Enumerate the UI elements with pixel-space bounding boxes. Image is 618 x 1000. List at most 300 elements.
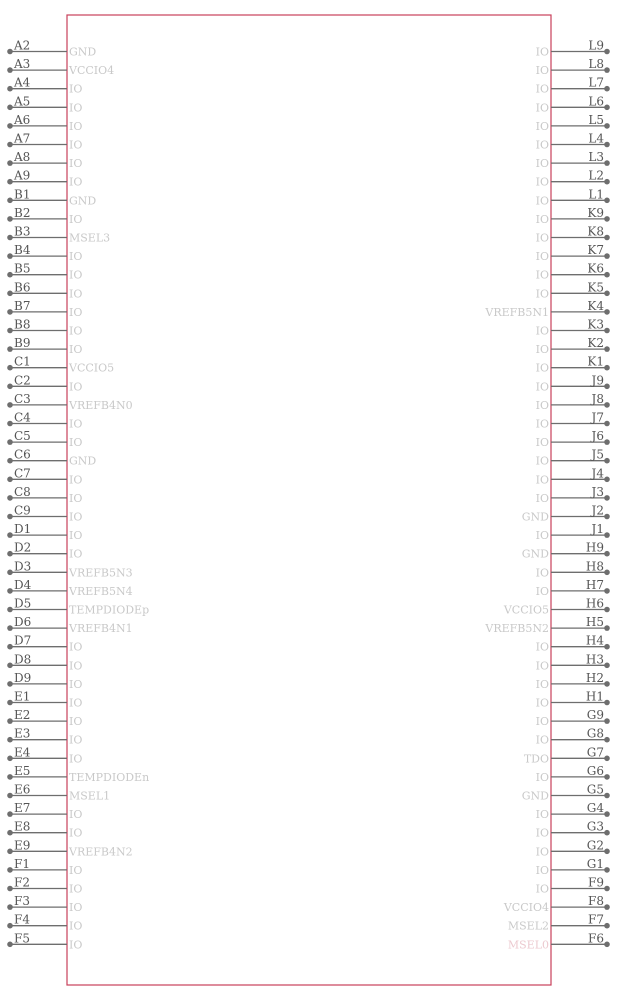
pin-number: A4	[14, 75, 31, 90]
pin-number: J2	[591, 503, 604, 518]
pin-name: IO	[535, 175, 549, 189]
pin-name: IO	[535, 268, 549, 282]
pin-endpoint-dot	[7, 644, 13, 650]
pin-name: IO	[535, 677, 549, 691]
pin-name: IO	[69, 212, 83, 226]
pin-number: G4	[586, 801, 604, 816]
pin-d1	[7, 522, 82, 542]
pin-number: C9	[14, 503, 31, 518]
pin-endpoint-dot	[604, 551, 610, 557]
pin-endpoint-dot	[604, 811, 610, 817]
pin-number: G2	[586, 838, 604, 853]
pin-endpoint-dot	[604, 588, 610, 594]
pin-number: G3	[586, 819, 604, 834]
pin-number: H7	[585, 577, 604, 592]
pin-endpoint-dot	[604, 756, 610, 762]
pin-b4	[7, 243, 82, 263]
pin-number: A3	[14, 57, 31, 72]
pin-number: J6	[591, 429, 604, 444]
pin-e2	[7, 708, 82, 728]
pin-endpoint-dot	[7, 86, 13, 92]
pin-name: TEMPDIODEp	[69, 603, 150, 617]
pin-number: B2	[14, 205, 31, 220]
pin-name: IO	[69, 882, 83, 896]
pin-a8	[7, 150, 82, 170]
pin-g6	[536, 764, 610, 784]
pin-endpoint-dot	[7, 532, 13, 538]
pin-number: C7	[14, 466, 31, 481]
pin-number: E9	[14, 838, 31, 853]
pin-c7	[7, 466, 82, 486]
pin-endpoint-dot	[604, 830, 610, 836]
pin-endpoint-dot	[604, 904, 610, 910]
pin-g4	[536, 801, 610, 821]
pin-name: IO	[535, 882, 549, 896]
pin-name: IO	[69, 640, 83, 654]
pin-endpoint-dot	[604, 86, 610, 92]
pin-k6	[536, 262, 610, 282]
pin-name: IO	[69, 919, 83, 933]
pin-name: IO	[535, 119, 549, 133]
pin-endpoint-dot	[604, 867, 610, 873]
pin-number: K2	[587, 336, 604, 351]
pin-name: IO	[535, 45, 549, 59]
pin-name: MSEL0	[507, 938, 549, 952]
pin-number: A5	[14, 94, 31, 109]
pin-g9	[536, 708, 610, 728]
pin-name: TEMPDIODEn	[69, 770, 150, 784]
pin-name: IO	[69, 715, 83, 729]
pin-name: IO	[535, 157, 549, 171]
pin-name: IO	[535, 808, 549, 822]
pin-f8	[503, 894, 610, 914]
pin-b5	[7, 262, 82, 282]
pin-endpoint-dot	[7, 384, 13, 390]
pin-endpoint-dot	[604, 607, 610, 613]
pin-endpoint-dot	[7, 365, 13, 371]
pin-l6	[536, 94, 610, 114]
pin-number: J7	[591, 410, 604, 425]
pin-endpoint-dot	[604, 774, 610, 780]
pin-name: IO	[69, 417, 83, 431]
pin-name: IO	[69, 324, 83, 338]
pin-name: IO	[535, 250, 549, 264]
pin-f7	[508, 913, 610, 933]
pin-name: IO	[535, 212, 549, 226]
pin-number: F8	[588, 894, 604, 909]
pin-name: IO	[535, 398, 549, 412]
pin-number: H5	[585, 615, 604, 630]
pin-name: IO	[535, 194, 549, 208]
pin-name: IO	[69, 138, 83, 152]
pin-endpoint-dot	[7, 904, 13, 910]
pin-name: VCCIO4	[503, 901, 549, 915]
pin-c8	[7, 485, 82, 505]
pin-number: D4	[14, 577, 32, 592]
pin-number: B8	[14, 317, 31, 332]
pin-endpoint-dot	[7, 253, 13, 259]
pin-number: J3	[591, 484, 604, 499]
pin-number: C3	[14, 391, 31, 406]
pin-endpoint-dot	[7, 737, 13, 743]
pin-endpoint-dot	[604, 179, 610, 185]
pin-name: VREFB4N0	[69, 398, 133, 412]
pin-name: IO	[535, 640, 549, 654]
pin-endpoint-dot	[7, 811, 13, 817]
pin-number: B7	[14, 298, 31, 313]
pin-endpoint-dot	[604, 198, 610, 204]
pin-number: E7	[14, 801, 31, 816]
pin-endpoint-dot	[7, 625, 13, 631]
pin-name: IO	[69, 677, 83, 691]
pin-name: IO	[535, 659, 549, 673]
pin-number: F3	[14, 894, 30, 909]
pin-number: K3	[587, 317, 604, 332]
pin-g7	[524, 745, 610, 765]
pin-name: IO	[69, 547, 83, 561]
pin-endpoint-dot	[604, 402, 610, 408]
pin-endpoint-dot	[7, 886, 13, 892]
pin-endpoint-dot	[604, 700, 610, 706]
pin-c2	[7, 373, 82, 393]
pin-name: IO	[69, 305, 83, 319]
pin-name: IO	[535, 138, 549, 152]
pin-number: C6	[14, 447, 31, 462]
pin-e8	[7, 820, 82, 840]
pin-g2	[536, 838, 610, 858]
pin-number: K6	[587, 261, 604, 276]
pin-number: E3	[14, 726, 31, 741]
pin-b8	[7, 318, 82, 338]
pin-endpoint-dot	[604, 160, 610, 166]
pin-l5	[536, 113, 610, 133]
pin-j4	[536, 466, 610, 486]
pin-e3	[7, 727, 82, 747]
pin-number: K8	[587, 224, 604, 239]
pin-endpoint-dot	[7, 588, 13, 594]
pin-name: GND	[521, 789, 549, 803]
pin-name: IO	[69, 343, 83, 357]
pin-k1	[536, 355, 610, 375]
pin-number: C8	[14, 484, 31, 499]
pin-number: A6	[14, 112, 31, 127]
pin-k3	[536, 318, 610, 338]
pin-number: G8	[586, 726, 604, 741]
pin-number: J5	[591, 447, 604, 462]
pin-name: GND	[69, 454, 97, 468]
pin-name: IO	[535, 361, 549, 375]
pin-number: F4	[14, 912, 30, 927]
pin-number: B4	[14, 243, 31, 258]
pin-c4	[7, 411, 82, 431]
pin-number: L2	[588, 168, 604, 183]
pin-name: IO	[535, 380, 549, 394]
pin-a7	[7, 132, 82, 152]
pin-number: L7	[588, 75, 604, 90]
pin-h4	[536, 634, 610, 654]
pin-h5	[484, 615, 609, 635]
pin-endpoint-dot	[604, 309, 610, 315]
pin-number: D9	[14, 670, 32, 685]
pin-a9	[7, 169, 82, 189]
pin-l2	[536, 169, 610, 189]
pin-d8	[7, 652, 82, 672]
pin-number: K5	[587, 280, 604, 295]
pin-name: IO	[535, 454, 549, 468]
pin-number: B6	[14, 280, 31, 295]
pin-name: VCCIO5	[503, 603, 549, 617]
pin-k4	[484, 299, 609, 319]
pin-name: IO	[69, 733, 83, 747]
pin-endpoint-dot	[7, 867, 13, 873]
pin-number: E4	[14, 745, 31, 760]
pin-h9	[522, 541, 610, 561]
pin-b7	[7, 299, 82, 319]
pin-d3	[7, 559, 132, 579]
pin-name: VREFB5N2	[485, 622, 549, 636]
pin-number: E5	[14, 763, 31, 778]
right-pin-group	[484, 39, 609, 952]
pin-name: IO	[535, 436, 549, 450]
pin-j3	[536, 485, 610, 505]
pin-name: VREFB5N4	[69, 584, 133, 598]
pin-name: VREFB4N1	[69, 622, 133, 636]
pin-name: MSEL2	[507, 919, 549, 933]
pin-number: B9	[14, 336, 31, 351]
pin-l3	[536, 150, 610, 170]
pin-number: L1	[588, 187, 604, 202]
pin-name: IO	[535, 529, 549, 543]
pin-endpoint-dot	[604, 253, 610, 259]
pin-name: IO	[69, 696, 83, 710]
pin-endpoint-dot	[7, 272, 13, 278]
pin-name: IO	[69, 287, 83, 301]
pin-name: IO	[535, 733, 549, 747]
pin-endpoint-dot	[604, 737, 610, 743]
pin-e5	[7, 764, 149, 784]
pin-endpoint-dot	[604, 514, 610, 520]
pin-name: IO	[69, 938, 83, 952]
pin-name: VREFB5N1	[485, 305, 549, 319]
pin-endpoint-dot	[604, 439, 610, 445]
pin-j9	[536, 373, 610, 393]
pin-endpoint-dot	[7, 942, 13, 948]
pin-number: D2	[14, 540, 32, 555]
pin-endpoint-dot	[7, 123, 13, 129]
pin-name: IO	[535, 64, 549, 78]
pin-endpoint-dot	[604, 644, 610, 650]
pin-number: A7	[14, 131, 31, 146]
pin-a6	[7, 113, 82, 133]
pin-f9	[536, 876, 610, 896]
pin-g8	[536, 727, 610, 747]
pin-endpoint-dot	[604, 458, 610, 464]
pin-endpoint-dot	[7, 216, 13, 222]
pin-number: L5	[588, 112, 604, 127]
pin-endpoint-dot	[7, 514, 13, 520]
pin-number: G5	[586, 782, 604, 797]
pin-endpoint-dot	[604, 570, 610, 576]
pin-name: IO	[535, 770, 549, 784]
pin-number: K9	[587, 205, 604, 220]
pin-c3	[7, 392, 132, 412]
pin-name: IO	[535, 826, 549, 840]
pin-j5	[536, 448, 610, 468]
pin-number: E8	[14, 819, 31, 834]
pin-j8	[536, 392, 610, 412]
pin-number: H4	[585, 633, 604, 648]
pin-number: K7	[587, 243, 604, 258]
ic-body-outline	[67, 15, 551, 985]
pin-name: IO	[69, 529, 83, 543]
pin-endpoint-dot	[7, 328, 13, 334]
pin-endpoint-dot	[7, 179, 13, 185]
pin-c1	[7, 355, 114, 375]
pin-name: IO	[69, 268, 83, 282]
pin-e7	[7, 801, 82, 821]
pin-name: IO	[69, 826, 83, 840]
pin-number: K1	[587, 354, 604, 369]
pin-endpoint-dot	[7, 793, 13, 799]
pin-name: IO	[535, 845, 549, 859]
pin-h6	[503, 597, 610, 617]
pin-endpoint-dot	[7, 421, 13, 427]
pin-k9	[536, 206, 610, 226]
pin-number: L6	[588, 94, 604, 109]
pin-number: B1	[14, 187, 31, 202]
pin-name: IO	[535, 566, 549, 580]
pin-name: IO	[535, 696, 549, 710]
pin-number: G1	[586, 856, 604, 871]
pin-endpoint-dot	[7, 198, 13, 204]
pin-endpoint-dot	[604, 495, 610, 501]
pin-number: D8	[14, 652, 32, 667]
pin-endpoint-dot	[7, 570, 13, 576]
pin-l4	[536, 132, 610, 152]
pin-name: GND	[521, 510, 549, 524]
pin-endpoint-dot	[7, 477, 13, 483]
pin-name: IO	[69, 157, 83, 171]
pin-endpoint-dot	[7, 67, 13, 73]
pin-name: IO	[69, 510, 83, 524]
pin-a3	[7, 57, 114, 77]
pin-endpoint-dot	[7, 458, 13, 464]
pin-endpoint-dot	[604, 346, 610, 352]
pin-j2	[522, 504, 610, 524]
pin-number: D6	[14, 615, 32, 630]
pin-number: H1	[585, 689, 604, 704]
pin-name: IO	[535, 324, 549, 338]
pin-endpoint-dot	[604, 291, 610, 297]
pin-name: IO	[69, 250, 83, 264]
pin-endpoint-dot	[604, 67, 610, 73]
pin-endpoint-dot	[7, 346, 13, 352]
pin-name: VCCIO5	[69, 361, 115, 375]
pin-b2	[7, 206, 82, 226]
pin-name: IO	[69, 491, 83, 505]
pin-f4	[7, 913, 82, 933]
pin-j1	[536, 522, 610, 542]
pin-name: IO	[69, 808, 83, 822]
pin-endpoint-dot	[604, 49, 610, 55]
pin-name: IO	[69, 175, 83, 189]
pin-h2	[536, 671, 610, 691]
pin-k7	[536, 243, 610, 263]
pin-name: IO	[535, 287, 549, 301]
pin-number: F7	[588, 912, 604, 927]
pin-endpoint-dot	[604, 123, 610, 129]
pin-number: C2	[14, 373, 31, 388]
pin-endpoint-dot	[604, 105, 610, 111]
pin-c5	[7, 429, 82, 449]
pin-endpoint-dot	[604, 923, 610, 929]
pin-e9	[7, 838, 132, 858]
pin-name: TDO	[523, 752, 549, 766]
pin-endpoint-dot	[7, 756, 13, 762]
pin-name: IO	[535, 343, 549, 357]
pin-endpoint-dot	[604, 384, 610, 390]
pin-number: F9	[588, 875, 604, 890]
pin-name: IO	[69, 82, 83, 96]
pin-endpoint-dot	[604, 421, 610, 427]
pin-name: IO	[535, 231, 549, 245]
pin-endpoint-dot	[7, 291, 13, 297]
pin-number: K4	[587, 298, 604, 313]
pin-f2	[7, 876, 82, 896]
pin-endpoint-dot	[7, 607, 13, 613]
pin-f3	[7, 894, 82, 914]
pin-name: IO	[69, 119, 83, 133]
pin-g3	[536, 820, 610, 840]
pin-g1	[536, 857, 610, 877]
pin-name: IO	[535, 584, 549, 598]
pin-endpoint-dot	[7, 235, 13, 241]
pin-name: IO	[69, 101, 83, 115]
pin-name: IO	[69, 659, 83, 673]
pin-endpoint-dot	[604, 272, 610, 278]
pin-number: L9	[588, 38, 604, 53]
pin-endpoint-dot	[604, 718, 610, 724]
pin-endpoint-dot	[604, 532, 610, 538]
pin-number: H2	[585, 670, 604, 685]
pin-d9	[7, 671, 82, 691]
pin-e6	[7, 783, 110, 803]
pin-l7	[536, 76, 610, 96]
pin-endpoint-dot	[604, 663, 610, 669]
pin-endpoint-dot	[7, 774, 13, 780]
pin-name: IO	[69, 473, 83, 487]
pin-endpoint-dot	[604, 235, 610, 241]
pin-name: GND	[521, 547, 549, 561]
pin-name: IO	[69, 863, 83, 877]
pin-number: F1	[14, 856, 30, 871]
pin-endpoint-dot	[7, 495, 13, 501]
pin-number: F5	[14, 931, 30, 946]
pin-d2	[7, 541, 82, 561]
pin-number: C1	[14, 354, 31, 369]
pin-number: L8	[588, 57, 604, 72]
pin-name: GND	[69, 194, 97, 208]
pin-endpoint-dot	[7, 718, 13, 724]
pin-endpoint-dot	[7, 49, 13, 55]
pin-name: IO	[535, 863, 549, 877]
pin-number: A2	[14, 38, 31, 53]
pin-d6	[7, 615, 132, 635]
pin-number: A8	[14, 150, 31, 165]
pin-name: IO	[69, 901, 83, 915]
pin-d4	[7, 578, 132, 598]
pin-number: F2	[14, 875, 30, 890]
